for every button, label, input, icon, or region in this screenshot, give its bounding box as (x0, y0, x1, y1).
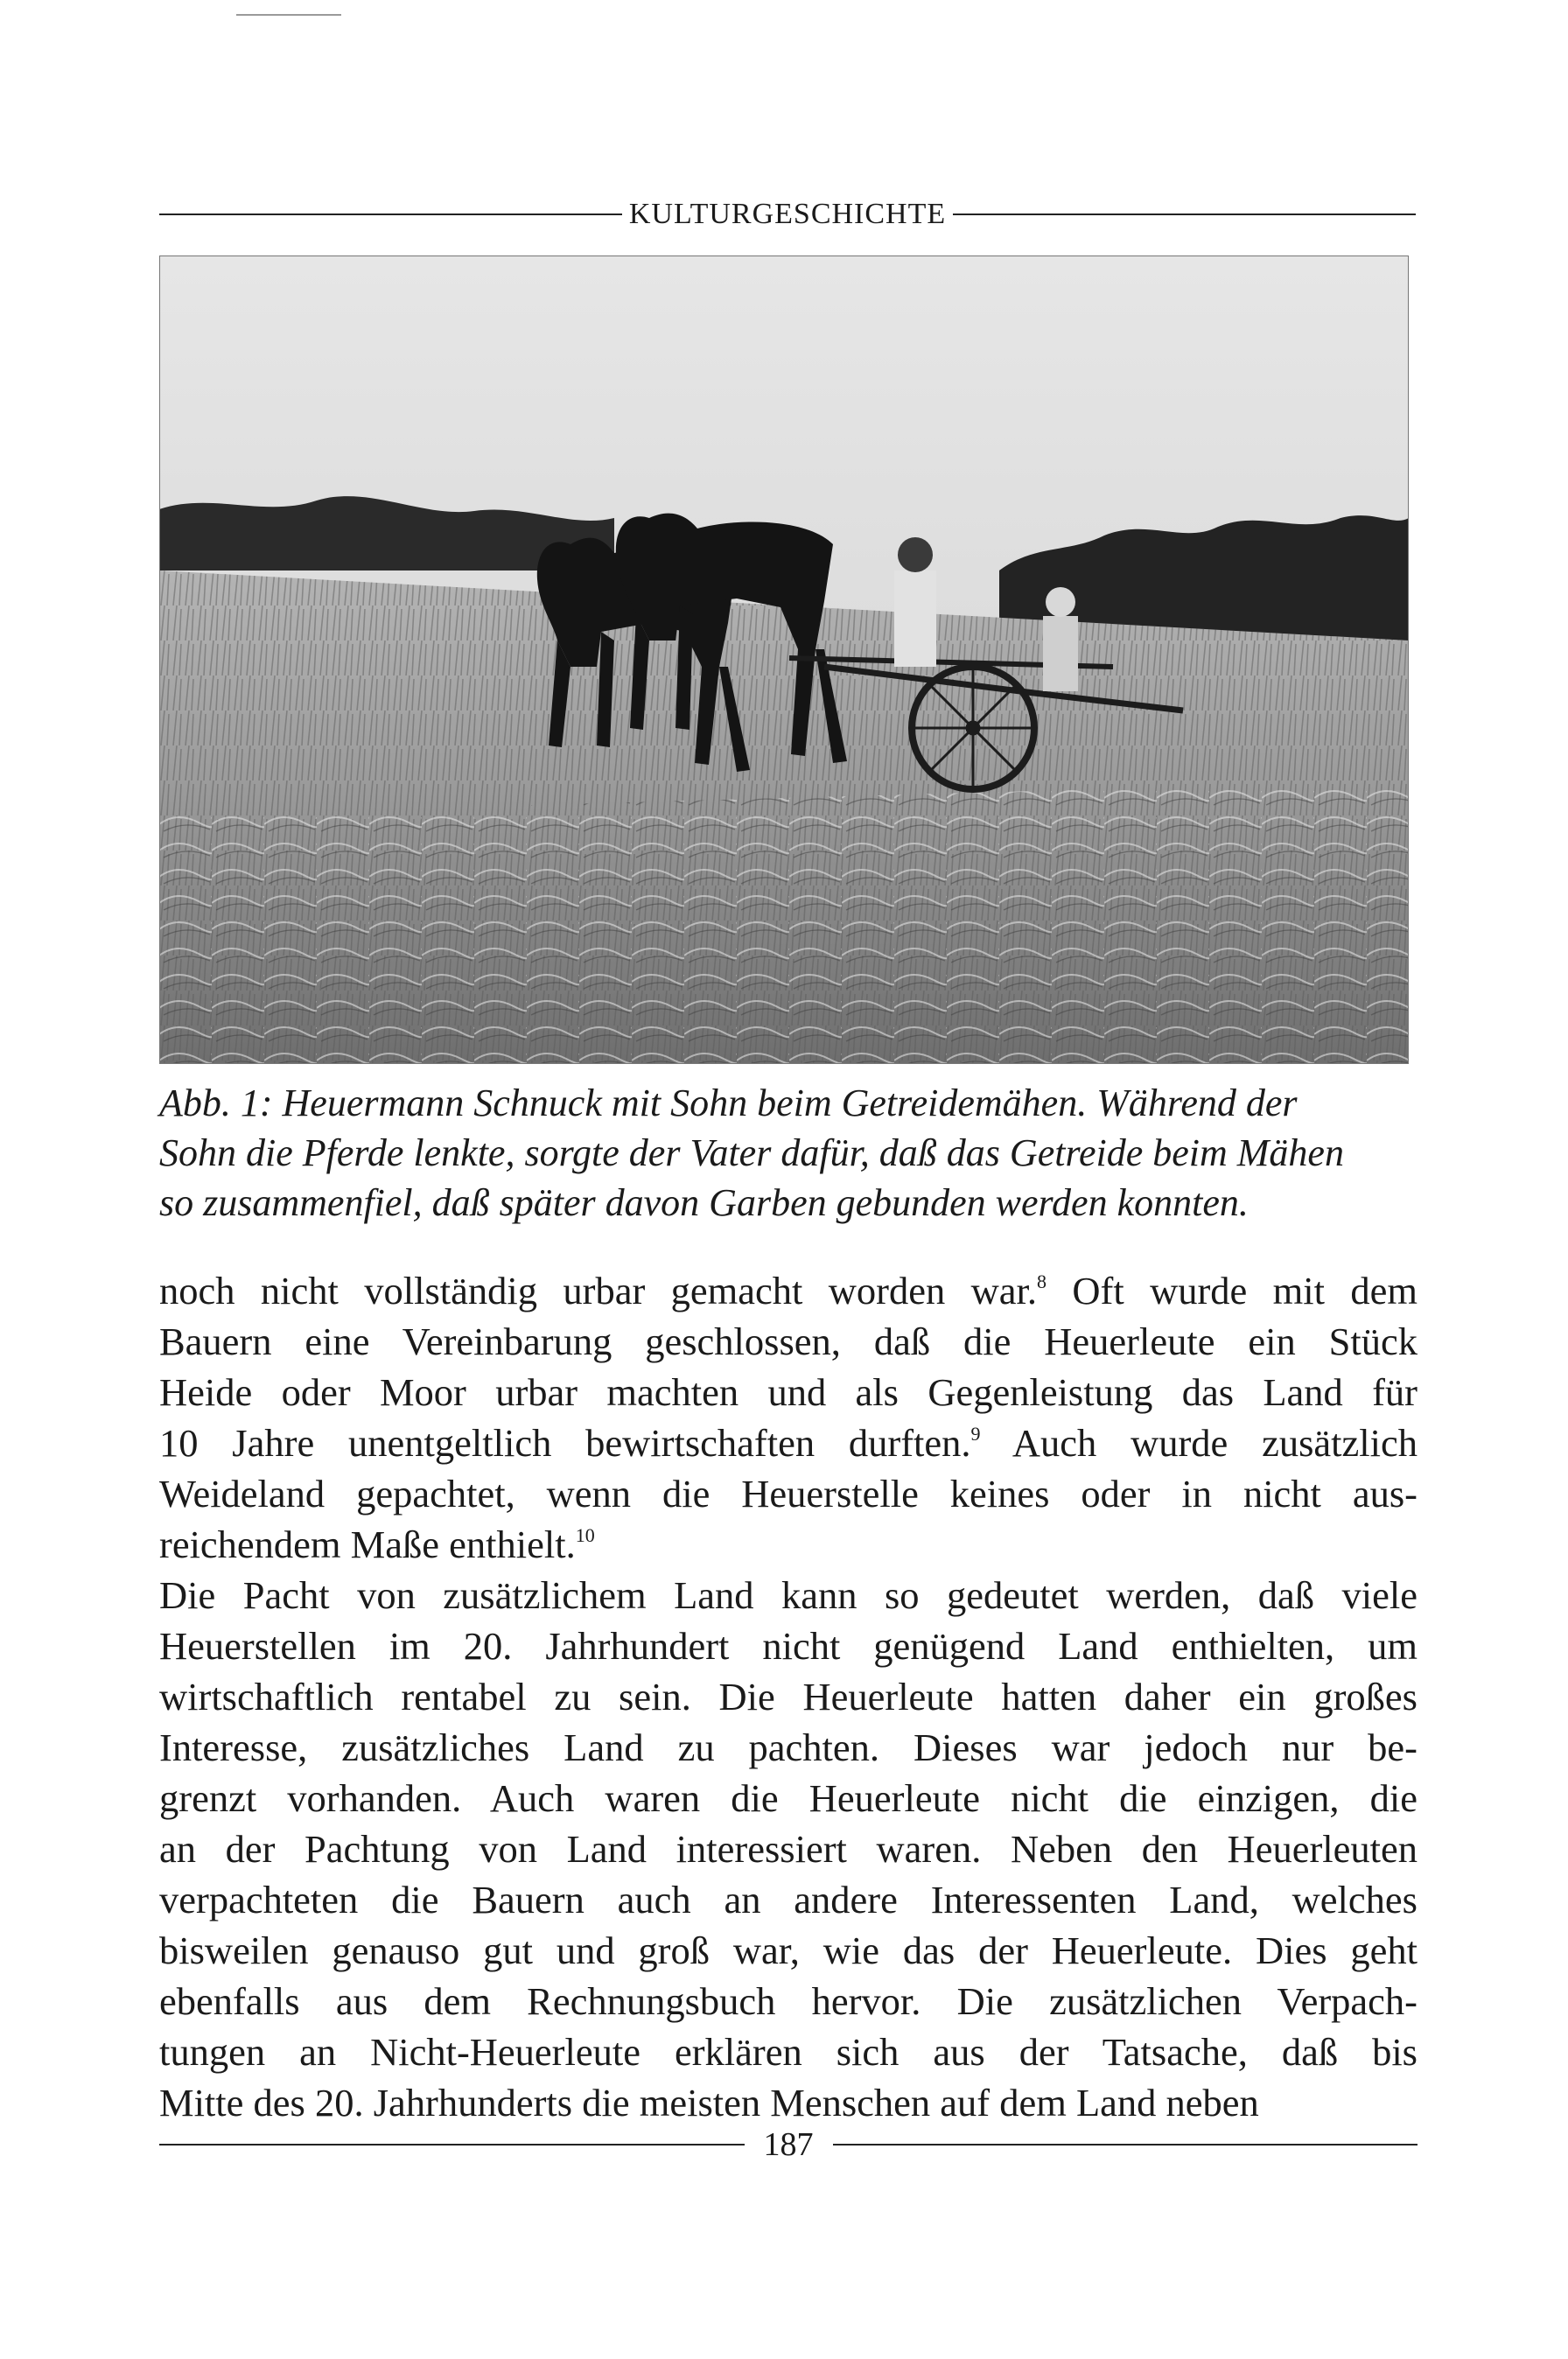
body-line (159, 1265, 1418, 1316)
body-line-text: Oft wurde mit dem (1046, 1269, 1418, 1312)
top-edge-mark (236, 14, 341, 16)
figure-photo (159, 256, 1409, 1064)
body-line (159, 1620, 1418, 1671)
body-line-text: Mitte des 20. Jahrhunderts die meisten Menschen auf dem Land neben (159, 2081, 1259, 2124)
body-text (159, 1265, 1418, 2128)
body-line-text: an der Pachtung von Land interessiert waren. Neben den Heuerleuten (159, 1827, 1418, 1871)
figure-caption (159, 1078, 1418, 1228)
caption-line: Sohn die Pferde lenkte, sorgte der Vater dafür, daß das Getreide beim Mähen (159, 1131, 1344, 1174)
page-number: 187 (763, 2126, 814, 2163)
body-line (159, 1925, 1418, 1976)
body-line-text: verpachteten die Bauern auch an andere Interessenten Land, welches (159, 1878, 1418, 1922)
body-line (159, 1519, 1418, 1570)
body-line-text: noch nicht vollständig urbar gemacht worden war. (159, 1269, 1037, 1312)
caption-line: Abb. 1: Heuermann Schnuck mit Sohn beim Getreidemähen. Während der (159, 1082, 1298, 1124)
footer-rule-left (159, 2144, 745, 2146)
header-rule-right (953, 214, 1416, 215)
body-line-text: tungen an Nicht-Heuerleute erklären sich aus der Tatsache, daß bis (159, 2030, 1418, 2074)
body-line (159, 1468, 1418, 1519)
harvest-photo-illustration (159, 256, 1409, 1064)
body-line-text: Bauern eine Vereinbarung geschlossen, daß die Heuerleute ein Stück (159, 1320, 1418, 1363)
body-line-text: Heide oder Moor urbar machten und als Gegenleistung das Land für (159, 1370, 1418, 1414)
body-line (159, 2077, 1418, 2128)
footnote-reference: 9 (970, 1423, 981, 1445)
body-line (159, 2026, 1418, 2077)
body-line-text: Heuerstellen im 20. Jahrhundert nicht genügend Land enthielten, um (159, 1624, 1418, 1668)
footer-rule-right (833, 2144, 1418, 2146)
body-line-text: Weideland gepachtet, wenn die Heuerstelle keines oder in nicht aus- (159, 1472, 1418, 1516)
body-line-text: ebenfalls aus dem Rechnungsbuch hervor. Die zusätzlichen Verpach- (159, 1979, 1418, 2023)
body-line (159, 1824, 1418, 1874)
body-line-text: grenzt vorhanden. Auch waren die Heuerleute nicht die einzigen, die (159, 1776, 1418, 1820)
body-line-text: reichendem Maße enthielt. (159, 1522, 576, 1566)
page-footer (159, 2123, 1418, 2166)
body-line (159, 1773, 1418, 1824)
body-line (159, 1570, 1418, 1620)
body-line (159, 1316, 1418, 1367)
body-line-text: Auch wurde zusätzlich (980, 1421, 1418, 1465)
body-line (159, 1874, 1418, 1925)
body-line (159, 1976, 1418, 2026)
header-rule-left (159, 214, 622, 215)
body-line (159, 1671, 1418, 1722)
body-line (159, 1418, 1418, 1468)
footnote-reference: 10 (575, 1524, 595, 1546)
cut-straw (159, 780, 1409, 1064)
running-title: KULTURGESCHICHTE (628, 198, 947, 230)
running-header (159, 194, 1416, 234)
body-line-text: 10 Jahre unentgeltlich bewirtschaften durften. (159, 1421, 971, 1465)
body-line-text: Interesse, zusätzliches Land zu pachten. Dieses war jedoch nur be- (159, 1726, 1418, 1769)
caption-line: so zusammenfiel, daß später davon Garben gebunden werden konnten. (159, 1181, 1249, 1224)
body-line-text: wirtschaftlich rentabel zu sein. Die Heuerleute hatten daher ein großes (159, 1675, 1418, 1718)
footnote-reference: 8 (1036, 1270, 1046, 1292)
body-line-text: bisweilen genauso gut und groß war, wie das der Heuerleute. Dies geht (159, 1928, 1418, 1972)
body-line (159, 1367, 1418, 1418)
body-line-text: Die Pacht von zusätzlichem Land kann so gedeutet werden, daß viele (159, 1573, 1418, 1617)
body-line (159, 1722, 1418, 1773)
